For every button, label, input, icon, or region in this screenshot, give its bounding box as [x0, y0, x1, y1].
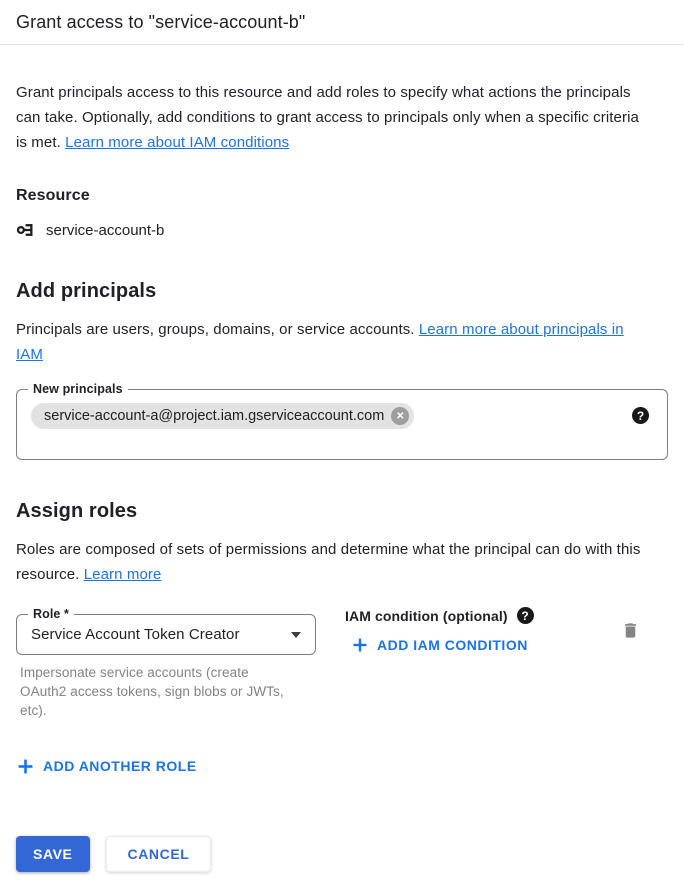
dialog-header: [0, 0, 684, 45]
resource-heading: Resource: [16, 187, 90, 204]
help-icon[interactable]: [632, 407, 649, 424]
remove-principal-button[interactable]: [391, 407, 409, 425]
add-principals-text: Principals are users, groups, domains, or service accounts.: [16, 321, 415, 338]
help-icon[interactable]: [517, 607, 534, 624]
plus-icon: [353, 638, 367, 652]
help-glyph: ?: [636, 408, 645, 423]
dialog-actions: [16, 836, 668, 872]
principals-link[interactable]: Learn more about principals in IAM: [16, 321, 624, 363]
principal-chip-text: service-account-a@project.iam.gserviceaccount.com: [44, 408, 385, 424]
assign-roles-text: Roles are composed of sets of permissions and determine what the principal can do with this resource.: [16, 541, 641, 583]
iam-condition-column: [345, 607, 534, 657]
assign-roles-heading: Assign roles: [16, 500, 138, 522]
intro-paragraph: [16, 80, 652, 155]
cancel-button[interactable]: CANCEL: [106, 836, 212, 872]
add-principals-description: [16, 317, 652, 367]
save-button[interactable]: SAVE: [16, 836, 90, 872]
resource-item: [16, 220, 668, 240]
principal-chip: [31, 403, 414, 429]
assign-roles-description: [16, 537, 652, 587]
trash-icon: [621, 621, 640, 643]
role-column: [16, 607, 316, 720]
delete-role-button[interactable]: [621, 621, 640, 643]
iam-conditions-link[interactable]: Learn more about IAM conditions: [65, 134, 290, 151]
role-helper-text: Impersonate service accounts (create OAuth2 access tokens, sign blobs or JWTs, etc).: [20, 665, 284, 718]
add-principals-heading: Add principals: [16, 280, 157, 302]
add-iam-condition-label: ADD IAM CONDITION: [377, 637, 528, 653]
role-value: Service Account Token Creator: [31, 626, 240, 643]
roles-learn-more-link[interactable]: Learn more: [83, 566, 162, 583]
role-label: Role *: [28, 607, 74, 622]
help-glyph: ?: [521, 608, 529, 623]
new-principals-label: New principals: [28, 382, 128, 397]
role-row: [16, 607, 668, 720]
add-another-role-label: ADD ANOTHER ROLE: [43, 758, 197, 774]
iam-condition-label: IAM condition (optional): [345, 607, 508, 624]
service-account-icon: [16, 220, 36, 240]
new-principals-field[interactable]: [16, 382, 668, 460]
plus-icon: [18, 759, 33, 774]
resource-name: service-account-b: [46, 221, 165, 239]
grant-access-panel: [0, 80, 684, 889]
intro-text: Grant principals access to this resource and add roles to specify what actions the principals can take. Optionally, add conditions to grant access to principals only when a specific criteria is met.: [16, 84, 639, 151]
page-title: Grant access to "service-account-b": [16, 11, 306, 32]
add-another-role-button[interactable]: [18, 758, 197, 774]
role-select[interactable]: [16, 607, 316, 655]
add-iam-condition-button[interactable]: [353, 637, 528, 653]
dropdown-arrow-icon: [291, 632, 301, 638]
iam-condition-label-row: [345, 607, 534, 624]
close-icon: ✕: [396, 410, 405, 422]
